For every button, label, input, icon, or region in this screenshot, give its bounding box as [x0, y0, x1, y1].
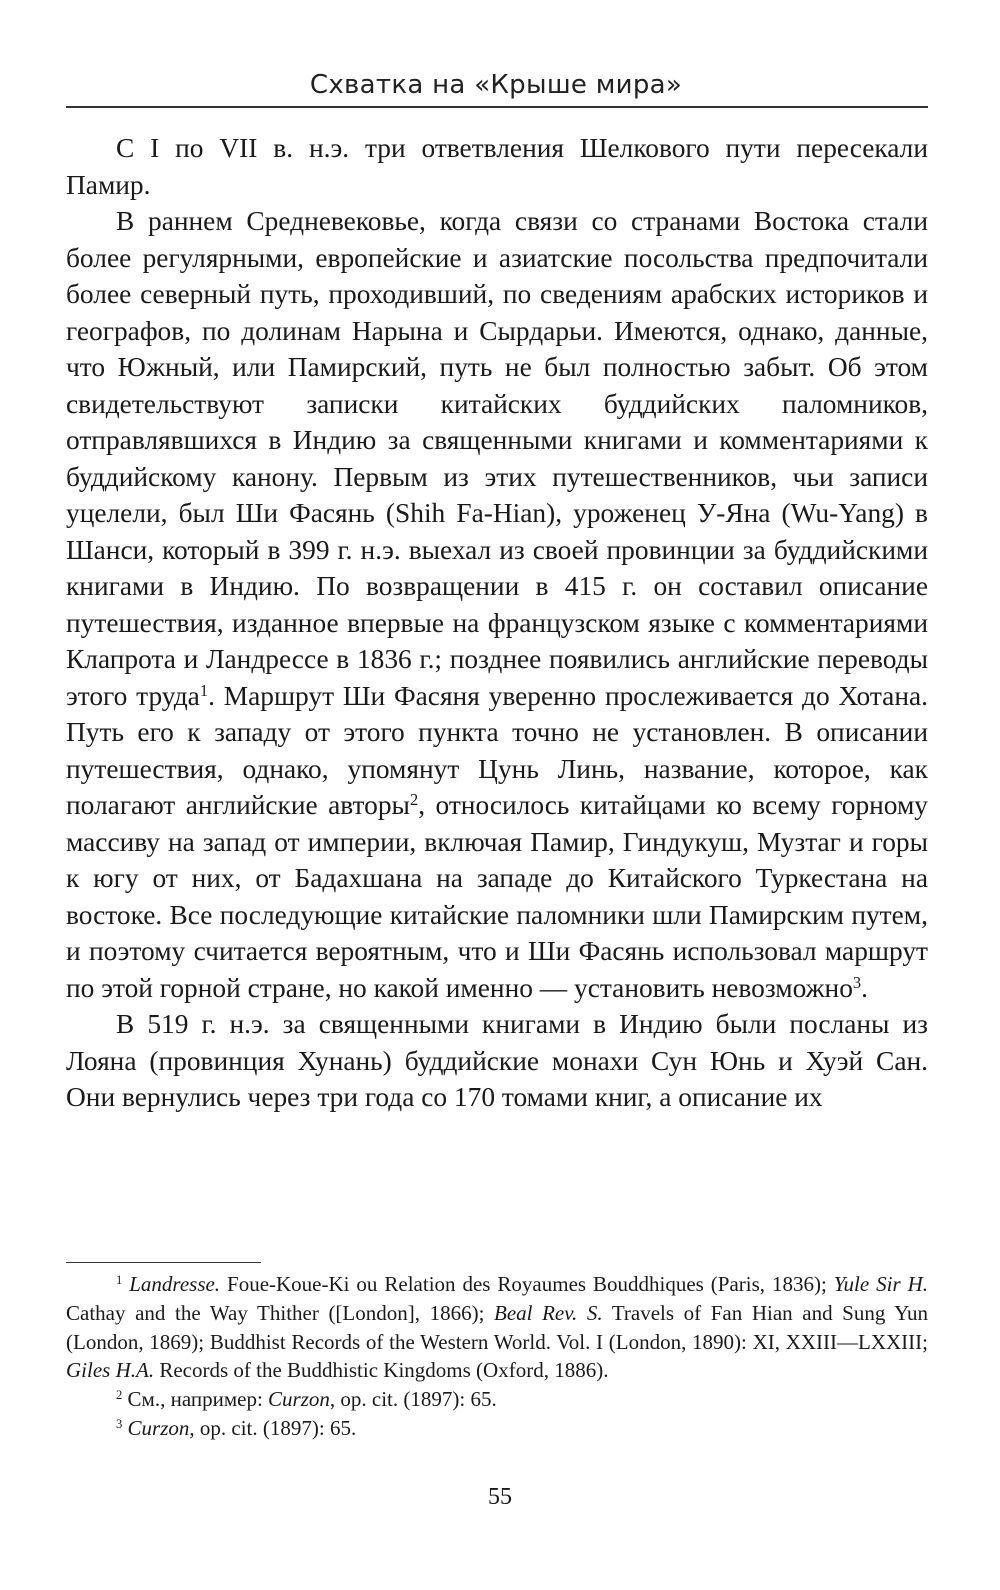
footnote-3-text: , op. cit. (1897): 65.	[189, 1415, 357, 1440]
paragraph-2-part-3: , относилось китайцами ко всему горному массиву на запад от империи, включая Памир, Гиндукуш, Музтаг и горы к югу от них, от Бадахшана на западе до Китайского Туркестана на востоке. Все последующие китайские паломники шли Памирским путем, и поэтому считается вероятным, что и Ши Фасянь использовал маршрут по этой горной стране, но какой именно — установить невозможно	[66, 790, 928, 1003]
footnote-1-mark: 1	[116, 1273, 123, 1288]
footnote-ref-2: 2	[409, 789, 419, 809]
paragraph-1: С I по VII в. н.э. три ответвления Шелкового пути пересекали Памир.	[66, 133, 928, 200]
footnote-2	[66, 1385, 928, 1414]
footnote-1-author-2: Yule Sir H.	[833, 1272, 928, 1296]
paragraph-2-part-1: В раннем Средневековье, когда связи со странами Востока стали более регулярными, европейские и азиатские посольства предпочитали более северный путь, проходивший, по сведениям арабских историков и географов, по долинам Нарына и Сырдарьи. Имеются, однако, данные, что Южный, или Памирский, путь не был полностью забыт. Об этом свидетельствуют записки китайских буддийских паломников, отправлявшихся в Индию за священными книгами и комментариями к буддийскому канону. Первым из этих путешественников, чьи записи уцелели, был Ши Фасянь (Shih Fa-Hian), уроженец У-Яна (Wu-Yang) в Шанси, который в 399 г. н.э. выехал из своей провинции за буддийскими книгами в Индию. По возвращении в 415 г. он составил описание путешествия, изданное впервые на французском языке с комментариями Клапрота и Ландрессе в 1836 г.; позднее появились английские переводы этого труда	[66, 206, 928, 711]
main-text	[66, 130, 928, 1116]
page-number: 55	[488, 1484, 512, 1510]
paragraph-2-part-4: .	[861, 972, 868, 1003]
footnote-ref-3: 3	[852, 972, 862, 992]
footnote-2-lead: См., например:	[122, 1387, 269, 1412]
footnote-1-author-1: Landresse.	[129, 1272, 221, 1296]
footnote-1-text-1: Foue-Koue-Ki ou Relation des Royaumes Bouddhiques (Paris, 1836);	[220, 1272, 834, 1296]
paragraph-3: В 519 г. н.э. за священными книгами в Индию были посланы из Лояна (провинция Хунань) буддийские монахи Сун Юнь и Хуэй Сан. Они вернулись через три года со 170 томами книг, а описание их	[66, 1009, 928, 1112]
footnote-2-text: , op. cit. (1897): 65.	[329, 1387, 497, 1412]
footnote-3	[66, 1414, 928, 1443]
footnote-1-text-2: Cathay and the Way Thither ([London], 1866);	[66, 1300, 495, 1325]
footnote-ref-1: 1	[199, 680, 209, 700]
footnote-1	[66, 1270, 928, 1385]
footnote-1-text-3: Travels of Fan Hian and Sung Yun (London, 1869); Buddhist Records of the Western World. Vol. I (London, 1890): XI, XXIII—LXXIII;	[66, 1300, 928, 1354]
paragraph-2	[66, 203, 928, 1006]
running-title: Схватка на «Крыше мира»	[309, 70, 683, 100]
footnote-3-author: Curzon	[127, 1415, 190, 1440]
footnote-3-mark: 3	[116, 1417, 123, 1432]
footnote-1-author-4: Giles H.A.	[66, 1358, 155, 1383]
footnote-rule	[66, 1262, 261, 1263]
footnote-1-author-3: Beal Rev. S.	[494, 1300, 603, 1325]
footnotes	[66, 1270, 928, 1443]
footnote-2-author: Curzon	[268, 1387, 330, 1412]
header-rule	[66, 106, 928, 108]
footnote-2-mark: 2	[116, 1388, 123, 1403]
footnote-1-text-4: Records of the Buddhistic Kingdoms (Oxford, 1886).	[154, 1358, 609, 1383]
paragraph-2-part-2: . Маршрут Ши Фасяня уверенно прослеживается до Хотана. Путь его к западу от этого пункта точно не установлен. В описании путешествия, однако, упомянут Цунь Линь, название, которое, как полагают английские авторы	[66, 680, 928, 820]
